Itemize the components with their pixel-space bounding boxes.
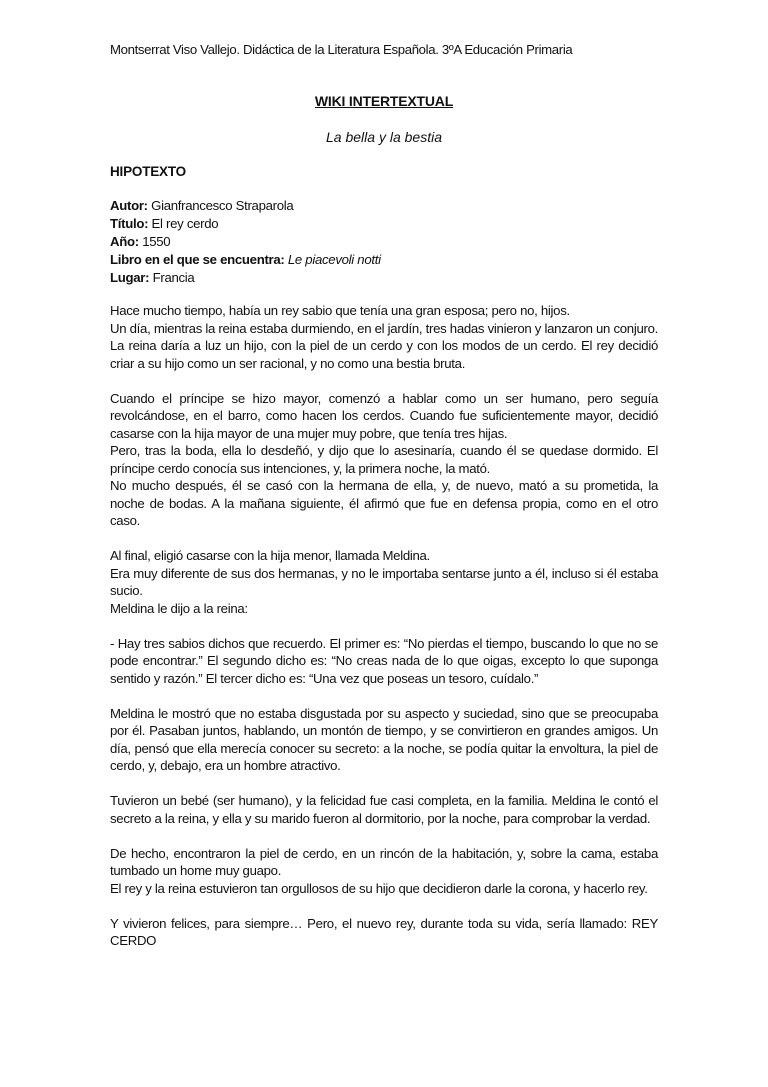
paragraph-13: El rey y la reina estuvieron tan orgullosos de su hijo que decidieron darle la corona, y hacerlo rey. [110, 880, 648, 896]
meta-place-value: Francia [149, 270, 195, 285]
document-subtitle: La bella y la bestia [326, 129, 442, 145]
meta-year-value: 1550 [138, 234, 171, 249]
meta-author-label: Autor: [110, 198, 148, 213]
meta-book [110, 251, 660, 269]
paragraph-gap [110, 775, 658, 793]
meta-year-label: Año: [110, 234, 139, 249]
meta-author [110, 197, 660, 215]
meta-book-value: Le piacevoli notti [284, 252, 381, 267]
meta-place-label: Lugar: [110, 270, 150, 285]
paragraph-7: Era muy diferente de sus dos hermanas, y no le importaba sentarse junto a él, incluso si él estaba sucio. [110, 565, 658, 598]
paragraph-gap [110, 687, 658, 705]
meta-place [110, 269, 660, 287]
paragraph-14: Y vivieron felices, para siempre… Pero, el nuevo rey, durante toda su vida, sería llamado: REY CERDO [110, 915, 658, 948]
paragraph-12: De hecho, encontraron la piel de cerdo, en un rincón de la habitación, y, sobre la cama, estaba tumbado un home muy guapo. [110, 845, 658, 878]
meta-title-value: El rey cerdo [148, 216, 219, 231]
paragraph-9: - Hay tres sabios dichos que recuerdo. El primer es: “No pierdas el tiempo, buscando lo que no se pode encontrar.” El segundo dicho es: “No creas nada de lo que oigas, excepto lo que suponga sentido y razón.” El tercer dicho es: “Una vez que poseas un tesoro, cuídalo.” [110, 635, 658, 686]
meta-author-value: Gianfrancesco Straparola [147, 198, 294, 213]
paragraph-3: Cuando el príncipe se hizo mayor, comenzó a hablar como un ser humano, pero seguía revolcándose, en el barro, como hacen los cerdos. Cuando fue suficientemente mayor, decidió casarse con la hija mayor de una mujer muy pobre, que tenía tres hijas. [110, 390, 658, 441]
paragraph-gap [110, 530, 658, 548]
paragraph-11: Tuvieron un bebé (ser humano), y la felicidad fue casi completa, en la familia. Meldina le contó el secreto a la reina, y ella y su marido fueron al dormitorio, por la noche, para comprobar la verdad. [110, 793, 658, 826]
section-heading: HIPOTEXTO [110, 164, 186, 179]
meta-year [110, 233, 660, 251]
paragraph-4: Pero, tras la boda, ella lo desdeñó, y dijo que lo asesinaría, cuando él se quedase dormido. El príncipe cerdo conocía sus intenciones, y, la primera noche, la mató. [110, 443, 658, 476]
paragraph-gap [110, 897, 658, 915]
story-body [110, 302, 658, 950]
paragraph-gap [110, 372, 658, 390]
page-header: Montserrat Viso Vallejo. Didáctica de la Literatura Española. 3ºA Educación Primaria [110, 42, 573, 57]
paragraph-1: Hace mucho tiempo, había un rey sabio que tenía una gran esposa; pero no, hijos. [110, 303, 570, 318]
paragraph-10: Meldina le mostró que no estaba disgustada por su aspecto y suciedad, sino que se preocupaba por él. Pasaban juntos, hablando, un montón de tiempo, y se convirtieron en grandes amigos. Un día, pensó que ella merecía conocer su secreto: a la noche, se podía quitar la envoltura, la piel de cerdo, y, debajo, era un hombre atractivo. [110, 705, 658, 773]
meta-title-label: Título: [110, 216, 149, 231]
paragraph-8: Meldina le dijo a la reina: [110, 600, 248, 616]
meta-title [110, 215, 660, 233]
paragraph-2: Un día, mientras la reina estaba durmiendo, en el jardín, tres hadas vinieron y lanzaron un conjuro. La reina daría a luz un hijo, con la piel de un cerdo y con los modos de un cerdo. El rey decidió criar a su hijo como un ser racional, y no como una bestia bruta. [110, 320, 658, 371]
meta-book-label: Libro en el que se encuentra: [110, 252, 285, 267]
paragraph-5: No mucho después, él se casó con la hermana de ella, y, de nuevo, mató a su prometida, la noche de bodas. A la mañana siguiente, él afirmó que fue en defensa propia, como en el otro caso. [110, 478, 658, 528]
document-title: WIKI INTERTEXTUAL [314, 93, 454, 109]
paragraph-6: Al final, eligió casarse con la hija menor, llamada Meldina. [110, 548, 430, 563]
paragraph-gap [110, 827, 658, 845]
paragraph-gap [110, 617, 658, 635]
metadata-block [110, 197, 660, 287]
